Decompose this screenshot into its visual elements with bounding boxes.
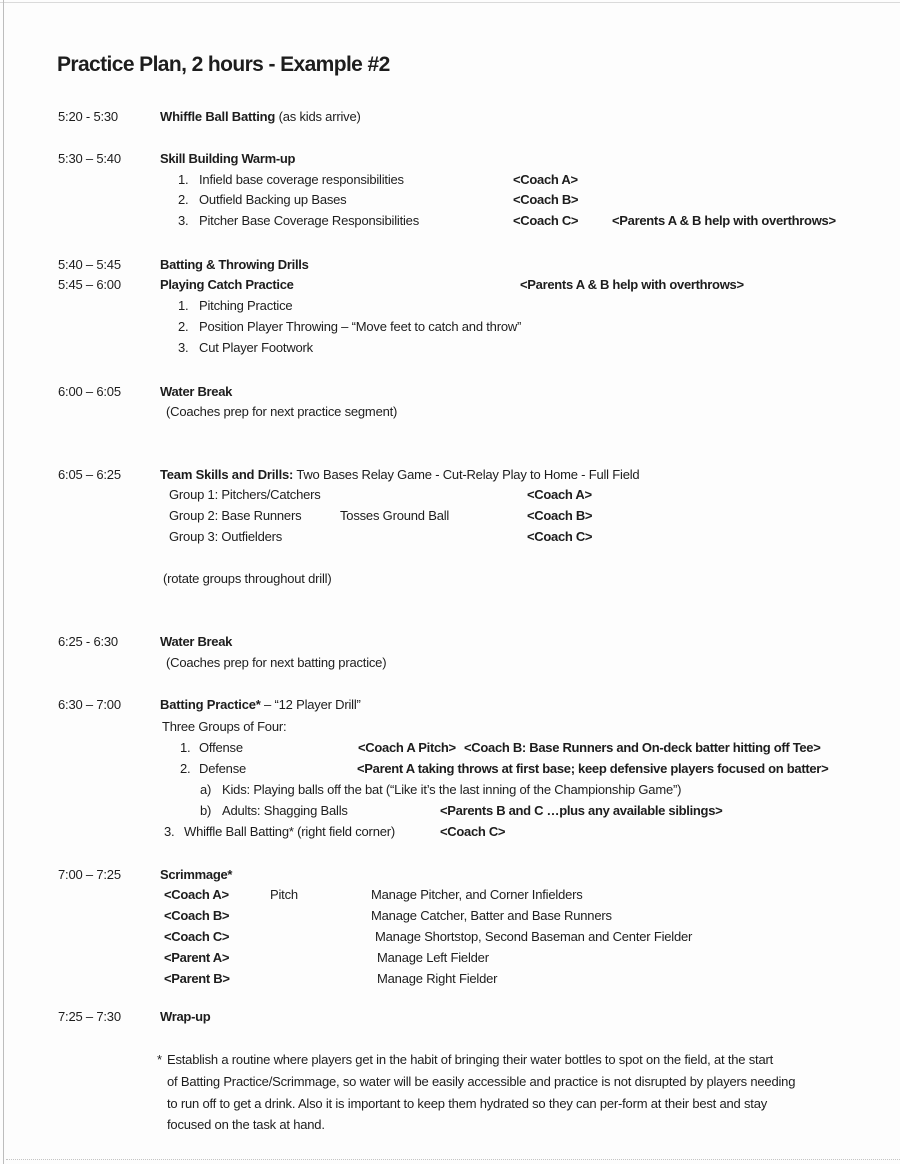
- activity-heading: Batting & Throwing Drills: [160, 257, 309, 272]
- parenthetical-note: (rotate groups throughout drill): [163, 571, 332, 586]
- activity-heading: Water Break: [160, 634, 233, 649]
- schedule-row: [0, 255, 900, 275]
- list-number: 1.: [178, 298, 189, 313]
- role-assignee: <Coach C>: [164, 929, 230, 944]
- list-item: [0, 317, 900, 337]
- list-item: [0, 170, 900, 190]
- role-action: Pitch: [270, 887, 298, 902]
- coach-assignment: <Coach C>: [513, 213, 579, 228]
- activity-detail: (as kids arrive): [275, 109, 361, 124]
- role-assignee: <Parent A>: [164, 950, 230, 965]
- list-item: [0, 211, 900, 231]
- assignment-row: [0, 948, 900, 968]
- role-assignee: <Coach B>: [164, 908, 230, 923]
- activity-heading: Playing Catch Practice: [160, 277, 294, 292]
- footnote-line: to run off to get a drink. Also it is important to keep them hydrated so they can per-form at their best and stay: [167, 1096, 768, 1111]
- parent-helper-note: <Parents B and C …plus any available siblings>: [440, 803, 723, 818]
- list-number: 3.: [178, 340, 189, 355]
- footnote-marker: *: [157, 1052, 162, 1067]
- role-task: Manage Catcher, Batter and Base Runners: [371, 908, 612, 923]
- parenthetical-note: (Coaches prep for next practice segment): [166, 404, 398, 419]
- time-range: 7:25 – 7:30: [58, 1009, 121, 1024]
- list-item: [0, 338, 900, 358]
- schedule-row: [0, 275, 900, 295]
- activity-detail: – “12 Player Drill”: [260, 697, 361, 712]
- page-top-border: [0, 2, 900, 3]
- coach-assignment: <Coach C>: [527, 529, 593, 544]
- role-assignee: <Coach A>: [164, 887, 229, 902]
- role-task: Manage Right Fielder: [377, 971, 498, 986]
- parent-helper-note: <Parents A & B help with overthrows>: [612, 213, 836, 228]
- time-range: 5:40 – 5:45: [58, 257, 121, 272]
- schedule-row: [0, 465, 900, 485]
- coach-assignment: <Coach B>: [513, 192, 579, 207]
- list-number: 2.: [178, 319, 189, 334]
- footnote-line: * Establish a routine where players get in the habit of bringing their water bottles to spot on the field, at the start: [0, 1050, 900, 1070]
- list-number: 3.: [164, 824, 175, 839]
- role-assignee: <Parent B>: [164, 971, 230, 986]
- role-task: Manage Pitcher, and Corner Infielders: [371, 887, 583, 902]
- assignment-row: [0, 906, 900, 926]
- list-item-text: Adults: Shagging Balls: [222, 803, 348, 818]
- time-range: 5:45 – 6:00: [58, 277, 121, 292]
- list-item: [0, 759, 900, 779]
- time-range: 6:30 – 7:00: [58, 697, 121, 712]
- list-number: 1.: [178, 172, 189, 187]
- list-item-text: Pitching Practice: [199, 298, 293, 313]
- schedule-row: [0, 632, 900, 652]
- list-item-text: Infield base coverage responsibilities: [199, 172, 404, 187]
- footnote-line: focused on the task at hand.: [167, 1117, 325, 1132]
- parenthetical-note: (Coaches prep for next batting practice): [166, 655, 387, 670]
- list-item-text: Offense: [199, 740, 243, 755]
- page-bottom-border: [6, 1159, 900, 1160]
- time-range: 6:00 – 6:05: [58, 384, 121, 399]
- page-title: Practice Plan, 2 hours - Example #2: [57, 53, 390, 76]
- group-label: Group 3: Outfielders: [169, 529, 283, 544]
- list-item-text: Position Player Throwing – “Move feet to catch and throw”: [199, 319, 522, 334]
- list-item: [0, 296, 900, 316]
- list-item: [0, 190, 900, 210]
- activity-heading: Skill Building Warm-up: [160, 151, 296, 166]
- group-task: Tosses Ground Ball: [340, 508, 450, 523]
- list-item-text: Cut Player Footwork: [199, 340, 313, 355]
- time-range: 6:25 - 6:30: [58, 634, 118, 649]
- list-item: [0, 822, 900, 842]
- list-item-text: Outfield Backing up Bases: [199, 192, 347, 207]
- coach-assignment: <Parent A taking throws at first base; keep defensive players focused on batter>: [357, 761, 829, 776]
- list-number: 3.: [178, 213, 189, 228]
- subheading: Three Groups of Four:: [162, 719, 287, 734]
- schedule-row: [0, 865, 900, 885]
- assignment-row: [0, 969, 900, 989]
- list-item: [0, 801, 900, 821]
- time-range: 7:00 – 7:25: [58, 867, 121, 882]
- coach-assignment: <Coach B>: [527, 508, 593, 523]
- time-range: 5:20 - 5:30: [58, 109, 118, 124]
- role-task: Manage Left Fielder: [377, 950, 489, 965]
- list-item-text: Whiffle Ball Batting* (right field corner): [184, 824, 396, 839]
- coach-assignment: <Coach A Pitch>: [358, 740, 456, 755]
- list-number: a): [200, 782, 212, 797]
- group-row: [0, 485, 900, 505]
- group-label: Group 2: Base Runners: [169, 508, 302, 523]
- list-number: 2.: [180, 761, 191, 776]
- footnote-line: of Batting Practice/Scrimmage, so water will be easily accessible and practice is not disrupted by players needing: [167, 1074, 796, 1089]
- coach-assignment: <Coach B: Base Runners and On-deck batter hitting off Tee>: [464, 740, 821, 755]
- group-row: [0, 527, 900, 547]
- assignment-row: [0, 927, 900, 947]
- time-range: 6:05 – 6:25: [58, 467, 121, 482]
- schedule-row: [0, 695, 900, 715]
- list-item-text: Kids: Playing balls off the bat (“Like it’s the last inning of the Championship Game”): [222, 782, 682, 797]
- activity-heading: Batting Practice* – “12 Player Drill”: [160, 697, 361, 712]
- list-number: b): [200, 803, 212, 818]
- group-row: [0, 506, 900, 526]
- activity-heading: Scrimmage*: [160, 867, 233, 882]
- list-item-text: Pitcher Base Coverage Responsibilities: [199, 213, 420, 228]
- activity-heading: Team Skills and Drills: Two Bases Relay Game - Cut-Relay Play to Home - Full Field: [160, 467, 640, 482]
- list-item: [0, 780, 900, 800]
- list-item-text: Defense: [199, 761, 247, 776]
- schedule-row: [0, 1007, 900, 1027]
- activity-detail: Two Bases Relay Game - Cut-Relay Play to Home - Full Field: [293, 467, 640, 482]
- list-number: 2.: [178, 192, 189, 207]
- coach-assignment: <Coach C>: [440, 824, 506, 839]
- coach-assignment: <Coach A>: [527, 487, 592, 502]
- schedule-row: [0, 149, 900, 169]
- group-label: Group 1: Pitchers/Catchers: [169, 487, 321, 502]
- activity-heading: Whiffle Ball Batting (as kids arrive): [160, 109, 361, 124]
- assignment-row: [0, 885, 900, 905]
- parent-helper-note: <Parents A & B help with overthrows>: [520, 277, 744, 292]
- time-range: 5:30 – 5:40: [58, 151, 121, 166]
- role-task: Manage Shortstop, Second Baseman and Center Fielder: [375, 929, 693, 944]
- list-number: 1.: [180, 740, 191, 755]
- schedule-row: [0, 382, 900, 402]
- list-item: [0, 738, 900, 758]
- activity-heading: Wrap-up: [160, 1009, 211, 1024]
- schedule-row: [0, 107, 900, 127]
- activity-heading: Water Break: [160, 384, 233, 399]
- coach-assignment: <Coach A>: [513, 172, 578, 187]
